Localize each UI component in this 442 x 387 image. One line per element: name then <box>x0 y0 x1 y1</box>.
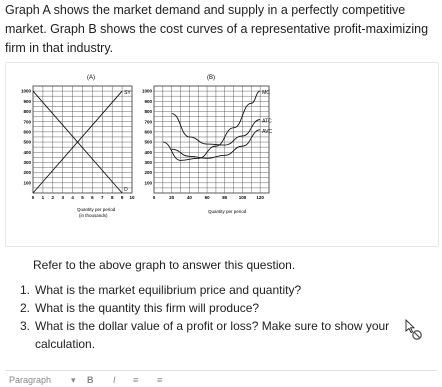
question-list <box>20 281 389 353</box>
graph-a-x-tick-label: 5 <box>81 195 84 200</box>
graph-a-y-tick-label: 1000 <box>20 88 31 94</box>
graph-a-y-tick-label: 400 <box>23 149 31 155</box>
intro-line: market. Graph B shows the cost curves of a representative profit-maximizing <box>5 22 429 36</box>
graph-b-series-label: ATC <box>262 118 272 125</box>
graph-b-y-tick-label: 600 <box>144 129 152 135</box>
graph-b-x-tick-label: 20 <box>169 195 175 200</box>
question-item <box>20 317 389 335</box>
question-item <box>20 281 389 299</box>
bullet-list-icon[interactable]: ≡ <box>133 375 139 385</box>
graph-a-label: (A) <box>87 75 95 81</box>
question-number: 3. <box>20 319 31 333</box>
chevron-down-icon[interactable]: ▾ <box>71 375 76 385</box>
graph-a-y-tick-label: 200 <box>23 170 31 176</box>
graph-a-series-label: D <box>124 187 128 193</box>
graph-a-xlabel: Quantity per period <box>77 207 116 212</box>
intro-line: Graph A shows the market demand and supply in a perfectly competitive <box>5 3 406 17</box>
graph-b-y-tick-label: 500 <box>144 139 152 145</box>
graph-b-x-tick-label: 120 <box>256 195 264 200</box>
graph-b-y-tick-label: 200 <box>144 170 152 176</box>
graph-a-y-tick-label: 900 <box>23 98 31 104</box>
graph-b-y-tick-label: 300 <box>144 160 152 166</box>
graphs-svg <box>6 63 438 246</box>
graph-a-y-tick-label: 500 <box>23 139 31 145</box>
question-number: 1. <box>20 283 31 297</box>
question-item <box>20 299 389 317</box>
graph-b-x-tick-label: 100 <box>238 195 247 200</box>
numbered-list-icon[interactable]: ≡ <box>157 375 163 385</box>
graph-b-x-tick-label: 0 <box>152 195 156 200</box>
question-intro <box>5 0 442 57</box>
graph-figure <box>5 62 439 247</box>
graph-b-y-tick-label: 800 <box>144 109 152 115</box>
graph-a-x-tick-label: 4 <box>71 195 74 200</box>
graph-b-label: (B) <box>207 75 215 81</box>
editor-toolbar <box>5 370 437 387</box>
graph-a-x-tick-label: 9 <box>120 195 124 200</box>
graph-a-x-tick-label: 2 <box>51 195 55 200</box>
question-prompt: Refer to the above graph to answer this question. <box>33 258 296 272</box>
graph-b-y-tick-label: 100 <box>144 180 152 186</box>
graph-b-x-tick-label: 60 <box>204 195 210 200</box>
question-text: What is the quantity this firm will produce? <box>35 301 260 315</box>
graph-a-x-tick-label: 10 <box>129 195 135 200</box>
graph-b-y-tick-label: 400 <box>144 149 152 155</box>
graph-b-y-tick-label: 700 <box>144 119 152 125</box>
graph-b-series-label: MC <box>262 90 270 97</box>
graph-b-xlabel: Quantity per period <box>208 209 247 214</box>
bold-button[interactable]: B <box>87 375 94 385</box>
graph-b-x-tick-label: 40 <box>186 195 192 200</box>
paragraph-style-select[interactable]: Paragraph <box>9 375 52 385</box>
question-number: 2. <box>20 301 31 315</box>
graph-a-y-tick-label: 100 <box>23 180 31 186</box>
graph-a-y-tick-label: 800 <box>23 109 31 115</box>
graph-a-x-tick-label: 8 <box>110 195 114 200</box>
graph-a-y-tick-label: 700 <box>23 119 31 125</box>
italic-button[interactable]: I <box>113 375 116 385</box>
graph-a-x-tick-label: 6 <box>91 195 94 200</box>
graph-a-xlabel-units: (in thousands) <box>79 213 108 218</box>
graph-b-series-label: AVC <box>262 128 273 135</box>
graph-b-y-tick-label: 900 <box>144 98 152 104</box>
graph-a-x-tick-label: 0 <box>31 195 35 200</box>
graph-a-x-tick-label: 1 <box>41 195 45 200</box>
graph-a-y-tick-label: 300 <box>23 160 31 166</box>
question-text: What is the market equilibrium price and quantity? <box>35 283 302 297</box>
question-item-continuation <box>20 335 389 353</box>
question-text-continuation: calculation. <box>35 337 96 351</box>
graph-b-x-tick-label: 80 <box>222 195 228 200</box>
not-allowed-cursor-icon <box>405 319 423 341</box>
intro-line: firm in that industry. <box>5 41 114 55</box>
graph-a-series-label: SY <box>124 90 131 97</box>
graph-b-frame <box>154 86 269 193</box>
graph-a-x-tick-label: 3 <box>61 195 64 200</box>
graph-b-y-tick-label: 1000 <box>141 88 152 94</box>
graph-a-x-tick-label: 7 <box>101 195 104 200</box>
graph-a-y-tick-label: 600 <box>23 129 31 135</box>
question-text: What is the dollar value of a profit or loss? Make sure to show your <box>35 319 390 333</box>
